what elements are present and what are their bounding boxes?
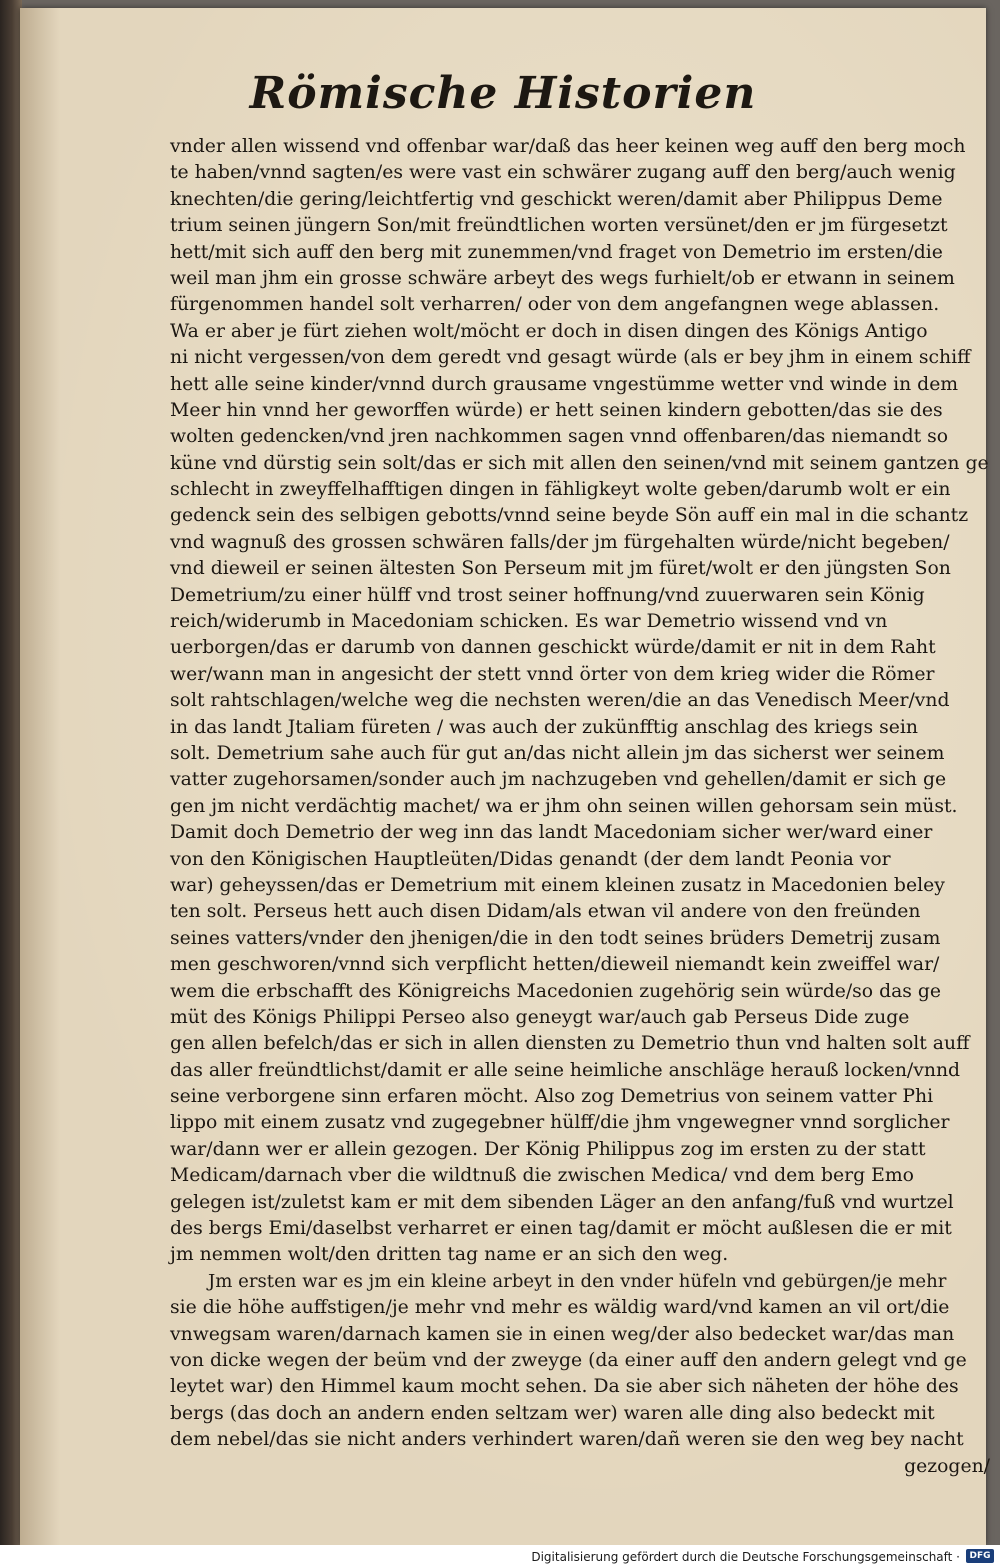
text-line: des bergs Emi/daselbst verharret er einen tag/damit er möcht außlesen die er mit (170, 1218, 952, 1240)
text-line: gen jm nicht verdächtig machet/ wa er jhm ohn seinen willen gehorsam sein müst. (170, 795, 958, 817)
text-line: das aller freündtlichst/damit er alle seine heimliche anschläge herauß locken/vnnd (170, 1059, 961, 1081)
text-line: te haben/vnnd sagten/es were vast ein schwärer zugang auff den berg/auch wenig (170, 162, 956, 184)
text-line: ni nicht vergessen/von dem geredt vnd gesagt würde (als er bey jhm in einem schiff (170, 347, 971, 369)
text-line: Damit doch Demetrio der weg inn das landt Macedoniam sicher wer/ward einer (170, 822, 933, 844)
text-line: wolten gedencken/vnd jren nachkommen sagen vnnd offenbaren/das niemandt so (170, 426, 949, 448)
text-line: uerborgen/das er darumb von dannen geschickt würde/damit er nit in dem Raht (170, 637, 936, 659)
text-line: solt. Demetrium sahe auch für gut an/das nicht allein jm das sicherst wer seinem (170, 742, 945, 764)
text-line: Jm ersten war es jm ein kleine arbeyt in den vnder hüfeln vnd gebürgen/je mehr (208, 1270, 947, 1292)
text-line: hett alle seine kinder/vnnd durch grausame vngestümme wetter vnd winde in dem (170, 373, 959, 395)
text-line: knechten/die gering/leichtfertig vnd geschickt weren/damit aber Philippus Deme (170, 188, 943, 210)
text-line: jm nemmen wolt/den dritten tag name er an sich den weg. (170, 1244, 729, 1266)
text-line: seines vatters/vnder den jhenigen/die in den todt seines brüders Demetrij zusam (170, 927, 941, 949)
text-line: von den Königischen Hauptleüten/Didas genandt (der dem landt Peonia vor (170, 848, 891, 870)
text-line: seine verborgene sinn erfaren möcht. Also zog Demetrius von seinem vatter Phi (170, 1086, 934, 1108)
book-binding-edge (0, 0, 22, 1545)
text-line: gezogen/ (904, 1455, 990, 1477)
text-line: Meer hin vnnd her geworffen würde) er hett seinen kindern gebotten/das sie des (170, 399, 943, 421)
text-line: wer/wann man in angesicht der stett vnnd örter von dem krieg wider die Römer (170, 663, 935, 685)
text-line: vnd wagnuß des grossen schwären falls/der jm fürgehalten würde/nicht begeben/ (170, 531, 950, 553)
body-text (170, 134, 990, 1480)
text-line: war) geheyssen/das er Demetrium mit einem kleinen zusatz in Macedonien beley (170, 874, 945, 896)
text-line: lippo mit einem zusatz vnd zugegebner hülff/die jhm vngewegner vnnd sorglicher (170, 1112, 950, 1134)
text-line: bergs (das doch an andern enden seltzam wer) waren alle ding also bedeckt mit (170, 1402, 935, 1424)
text-line: müt des Königs Philippi Perseo also geneygt war/auch gab Perseus Dide zuge (170, 1006, 910, 1028)
text-line: Demetrium/zu einer hülff vnd trost seiner hoffnung/vnd zuuerwaren sein König (170, 584, 925, 606)
text-line: trium seinen jüngern Son/mit freündtlichen worten versünet/den er jm fürgesetzt (170, 215, 948, 237)
text-line: gelegen ist/zuletst kam er mit dem sibenden Läger an den anfang/fuß vnd wurtzel (170, 1191, 954, 1213)
text-line: hett/mit sich auff den berg mit zunemmen/vnd fraget von Demetrio im ersten/die (170, 241, 943, 263)
text-line: gedenck sein des selbigen gebotts/vnnd seine beyde Sön auff ein mal in die schantz (170, 505, 969, 527)
text-line: vatter zugehorsamen/sonder auch jm nachzugeben vnd gehellen/damit er sich ge (170, 769, 947, 791)
text-line: vnd dieweil er seinen ältesten Son Perseum mit jm füret/wolt er den jüngsten Son (170, 558, 951, 580)
footer-bar (0, 1545, 1000, 1566)
text-line: war/dann wer er allein gezogen. Der König Philippus zog im ersten zu der statt (170, 1138, 926, 1160)
text-line: wem die erbschafft des Königreichs Macedonien zugehörig sein würde/so das ge (170, 980, 942, 1002)
text-line: gen allen befelch/das er sich in allen diensten zu Demetrio thun vnd halten solt auff (170, 1033, 970, 1055)
text-line: in das landt Jtaliam füreten / was auch der zukünfftig anschlag des kriegs sein (170, 716, 918, 738)
text-line: von dicke wegen der beüm vnd der zweyge (da einer auff den andern gelegt vnd ge (170, 1349, 967, 1371)
text-line: weil man jhm ein grosse schwäre arbeyt des wegs furhielt/ob er etwann in seinem (170, 267, 955, 289)
text-line: ten solt. Perseus hett auch disen Didam/als etwan vil andere von den freünden (170, 901, 921, 923)
text-line: leytet war) den Himmel kaum mocht sehen. Da sie aber sich näheten der höhe des (170, 1376, 959, 1398)
text-line: schlecht in zweyffelhafftigen dingen in fähligkeyt wolte geben/darumb wolt er ein (170, 479, 951, 501)
text-line: Medicam/darnach vber die wildtnuß die zwischen Medica/ vnd dem berg Emo (170, 1165, 914, 1187)
text-line: reich/widerumb in Macedoniam schicken. Es war Demetrio wissend vnd vn (170, 611, 888, 633)
book-page (20, 8, 990, 1545)
text-line: solt rahtschlagen/welche weg die nechsten weren/die an das Venedisch Meer/vnd (170, 690, 950, 712)
running-head: Römische Historien (249, 68, 757, 119)
dfg-logo-icon: DFG (966, 1549, 994, 1563)
text-line: fürgenommen handel solt verharren/ oder von dem angefangnen wege ablassen. (170, 294, 940, 316)
text-line: Wa er aber je fürt ziehen wolt/möcht er doch in disen dingen des Königs Antigo (170, 320, 928, 342)
text-line: vnder allen wissend vnd offenbar war/daß das heer keinen weg auff den berg moch (170, 136, 966, 157)
text-line: men geschworen/vnnd sich verpflicht hetten/dieweil niemandt kein zweiffel war/ (170, 954, 940, 976)
text-line: sie die höhe auffstigen/je mehr vnd mehr es wäldig ward/vnd kamen an vil ort/die (170, 1297, 950, 1319)
text-line: vnwegsam waren/darnach kamen sie in einen weg/der also bedecket war/das man (170, 1323, 955, 1345)
digitization-credit: Digitalisierung gefördert durch die Deutsche Forschungsgemeinschaft · (531, 1550, 960, 1564)
text-line: dem nebel/das sie nicht anders verhindert waren/dañ weren sie den weg bey nacht (170, 1429, 964, 1451)
text-line: küne vnd dürstig sein solt/das er sich mit allen den seinen/vnd mit seinem gantzen ge (170, 452, 989, 474)
